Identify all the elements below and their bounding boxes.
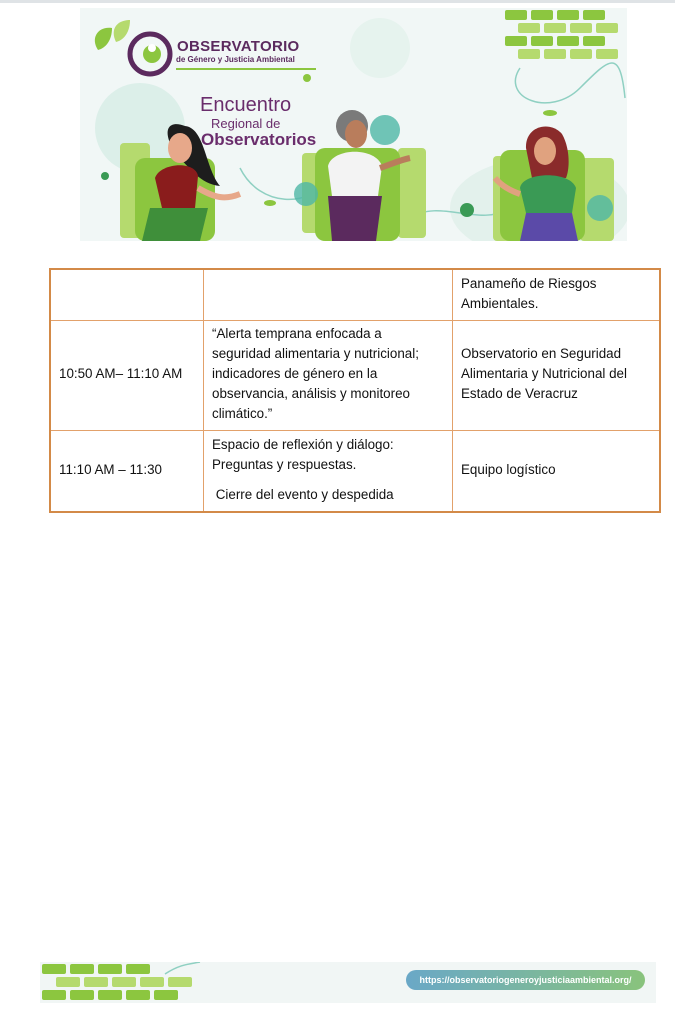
activity-text: Espacio de reflexión y diálogo: Preguntas y respuestas. — [212, 436, 394, 472]
activity-text: Cierre del evento y despedida — [212, 486, 394, 502]
time-cell — [50, 269, 204, 320]
speaker-cell: Equipo logístico — [453, 430, 661, 512]
event-title-line2: Regional de — [211, 116, 281, 131]
block-pattern-top — [505, 10, 618, 59]
activity-text: “Alerta temprana enfocada a seguridad alimentaria y nutricional; indicadores de género en la observancia, análisis y monitoreo climático.” — [212, 326, 419, 421]
top-border — [0, 0, 675, 3]
activity-cell — [204, 430, 453, 512]
event-banner — [80, 8, 627, 241]
event-title-line3: Observatorios — [201, 130, 317, 149]
speaker-cell: Panameño de Riesgos Ambientales. — [453, 269, 661, 320]
time-cell: 11:10 AM – 11:30 — [50, 430, 204, 512]
logo-subtitle: de Género y Justicia Ambiental — [176, 55, 295, 64]
table-row — [50, 430, 660, 512]
activity-cell — [204, 320, 453, 430]
website-url[interactable]: https://observatoriogeneroyjusticiaambiental.org/ — [419, 975, 632, 985]
banner-artwork — [80, 8, 627, 241]
time-cell: 10:50 AM– 11:10 AM — [50, 320, 204, 430]
activity-cell — [204, 269, 453, 320]
website-link[interactable] — [406, 970, 645, 990]
table-row — [50, 269, 660, 320]
event-title-line1: Encuentro — [200, 94, 292, 116]
table-row — [50, 320, 660, 430]
logo-title: OBSERVATORIO — [177, 38, 300, 55]
agenda-table — [49, 268, 661, 513]
speaker-cell: Observatorio en Seguridad Alimentaria y Nutricional del Estado de Veracruz — [453, 320, 661, 430]
footer-banner — [40, 962, 656, 1003]
